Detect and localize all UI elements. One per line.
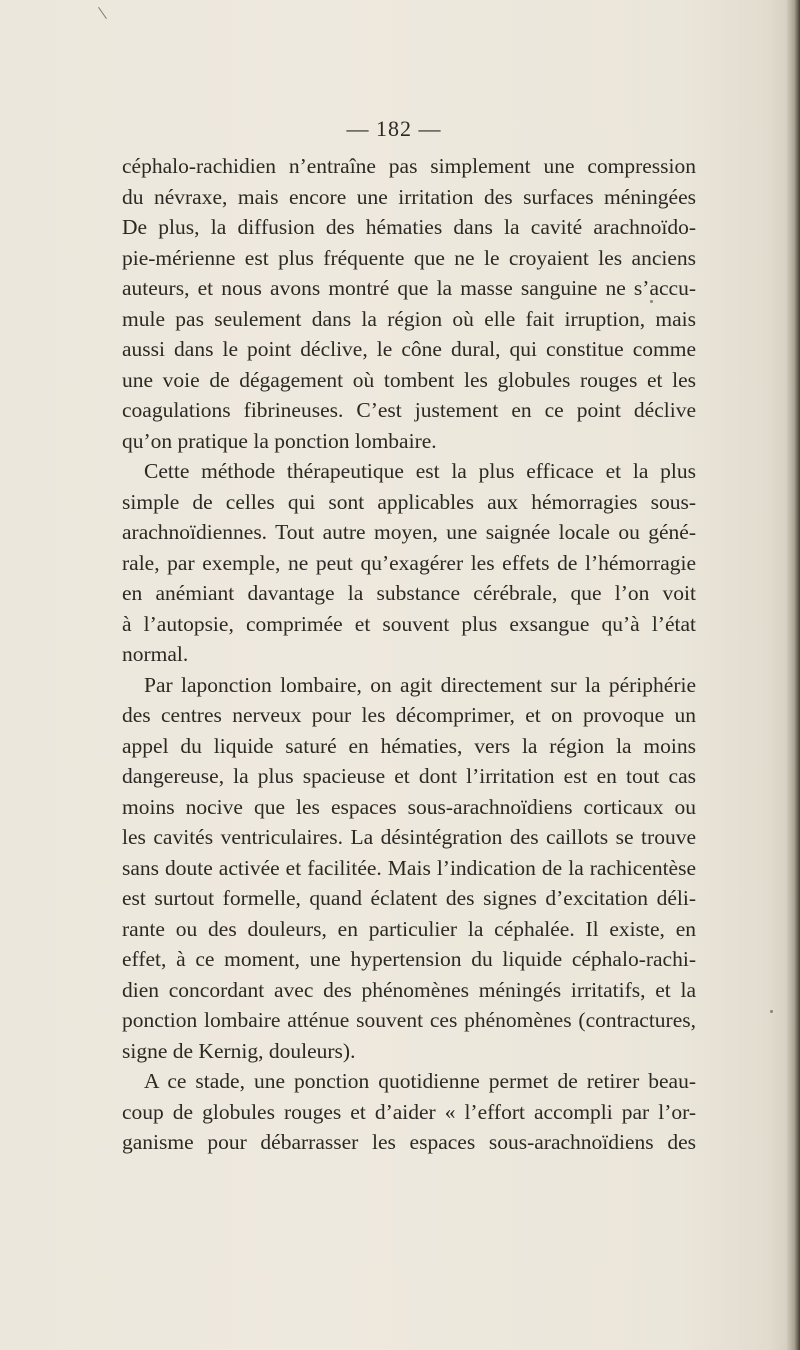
- text-line: est surtout formelle, quand éclatent des signes d’excitation déli-: [122, 886, 696, 910]
- text-line: rante ou des douleurs, en particulier la céphalée. Il existe, en: [122, 916, 696, 941]
- text-line: Cette méthode thérapeutique est la plus efficace et la plus: [144, 459, 696, 483]
- text-line: De plus, la diffusion des hématies dans la cavité arachnoïdo-: [122, 215, 696, 239]
- text-line: du névraxe, mais encore une irritation des surfaces méningées: [122, 184, 696, 209]
- text-line: Par laponction lombaire, on agit directement sur la périphérie: [144, 672, 696, 697]
- text-line: rale, par exemple, ne peut qu’exagérer les effets de l’hémorragie: [122, 550, 696, 575]
- text-line: mule pas seulement dans la région où elle fait irruption, mais: [122, 306, 696, 331]
- text-line: aussi dans le point déclive, le cône dural, qui constitue comme: [122, 337, 696, 361]
- text-line: moins nocive que les espaces sous-arachnoïdiens corticaux ou: [122, 794, 696, 819]
- text-line: arachnoïdiennes. Tout autre moyen, une saignée locale ou géné-: [122, 520, 696, 544]
- text-line: effet, à ce moment, une hypertension du liquide céphalo-rachi-: [122, 947, 696, 971]
- text-line: une voie de dégagement où tombent les globules rouges et les: [122, 367, 696, 392]
- body-text: [122, 151, 696, 1158]
- text-line: appel du liquide saturé en hématies, vers la région la moins: [122, 733, 696, 758]
- text-line: qu’on pratique la ponction lombaire.: [122, 428, 437, 453]
- text-line: en anémiant davantage la substance cérébrale, que l’on voit: [122, 581, 696, 605]
- text-line: les cavités ventriculaires. La désintégration des caillots se trouve: [122, 825, 696, 849]
- text-line: ganisme pour débarrasser les espaces sous-arachnoïdiens des: [122, 1130, 696, 1154]
- paper-speck: [770, 1010, 773, 1013]
- text-line: auteurs, et nous avons montré que la masse sanguine ne s’accu-: [122, 276, 696, 300]
- text-line: céphalo-rachidien n’entraîne pas simplement une compression: [122, 154, 696, 178]
- text-line: coup de globules rouges et d’aider « l’effort accompli par l’or-: [122, 1099, 696, 1124]
- page-number: — 182 —: [346, 116, 442, 141]
- text-line: coagulations fibrineuses. C’est justement en ce point déclive: [122, 398, 696, 422]
- pencil-mark: [98, 7, 107, 19]
- text-line: des centres nerveux pour les décomprimer, et on provoque un: [122, 703, 696, 727]
- text-line: dangereuse, la plus spacieuse et dont l’irritation est en tout cas: [122, 764, 696, 788]
- text-line: ponction lombaire atténue souvent ces phénomènes (contractures,: [122, 1008, 696, 1032]
- text-line: A ce stade, une ponction quotidienne permet de retirer beau-: [144, 1069, 696, 1093]
- text-line: normal.: [122, 642, 189, 666]
- text-line: à l’autopsie, comprimée et souvent plus exsangue qu’à l’état: [122, 611, 696, 636]
- text-line: dien concordant avec des phénomènes méningés irritatifs, et la: [122, 977, 696, 1002]
- text-line: simple de celles qui sont applicables aux hémorragies sous-: [122, 489, 696, 514]
- page-edge-shadow: [786, 0, 800, 1350]
- text-line: sans doute activée et facilitée. Mais l’indication de la rachicentèse: [122, 855, 696, 880]
- text-line: signe de Kernig, douleurs).: [122, 1038, 356, 1063]
- text-line: pie-mérienne est plus fréquente que ne le croyaient les anciens: [122, 245, 696, 270]
